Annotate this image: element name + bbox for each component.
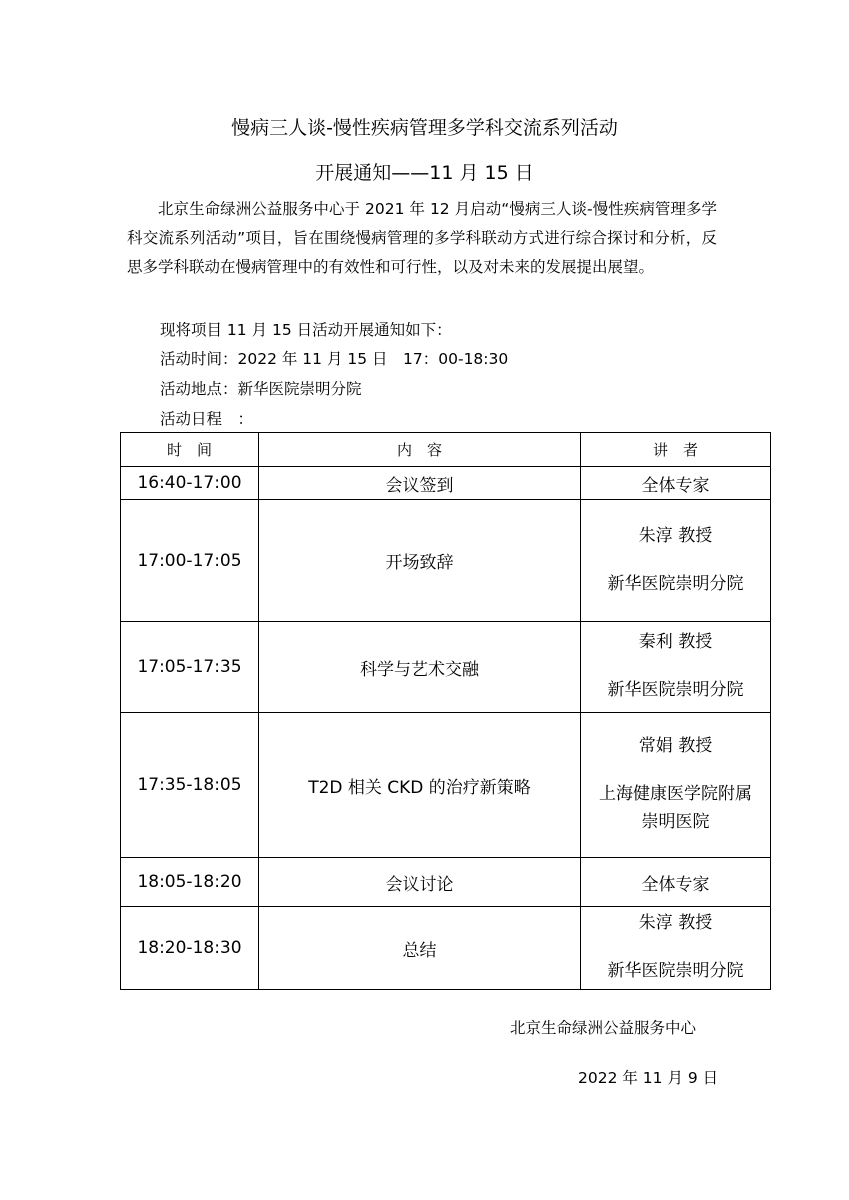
speaker-org: 新华医院崇明分院	[607, 573, 744, 594]
row-content: 会议讨论	[259, 858, 581, 907]
footer-date: 2022 年 11 月 9 日	[578, 1069, 719, 1087]
speaker-name: 秦利 教授	[638, 632, 713, 652]
speaker-name: 朱淳 教授	[638, 525, 713, 546]
row-speaker: 全体专家	[581, 467, 771, 500]
row-content: 总结	[259, 907, 581, 990]
notice-line: 现将项目 11 月 15 日活动开展通知如下：	[160, 321, 452, 339]
row-speaker-cell	[581, 907, 771, 990]
row-content: 科学与艺术交融	[259, 622, 581, 713]
header-time: 时 间	[121, 433, 259, 467]
row-speaker-cell	[581, 500, 771, 622]
event-time: 活动时间：2022 年 11 月 15 日 17：00-18:30	[160, 350, 509, 368]
speaker-name: 朱淳 教授	[638, 913, 713, 933]
row-time: 17:35-18:05	[121, 713, 259, 858]
table-row	[121, 467, 771, 500]
header-speaker: 讲 者	[581, 433, 771, 467]
speaker-org: 新华医院崇明分院	[607, 961, 744, 981]
table-row	[121, 907, 771, 990]
footer-organization: 北京生命绿洲公益服务中心	[510, 1019, 697, 1037]
row-speaker-cell	[581, 622, 771, 713]
row-time: 17:00-17:05	[121, 500, 259, 622]
speaker-org: 上海健康医学院附属崇明医院	[599, 784, 752, 832]
agenda-label: 活动日程 ：	[160, 410, 254, 428]
speaker-org: 新华医院崇明分院	[607, 680, 744, 700]
title-line-1: 慢病三人谈-慢性疾病管理多学科交流系列活动	[231, 117, 618, 139]
table-header-row	[121, 433, 771, 467]
schedule-table	[120, 432, 771, 990]
row-content: T2D 相关 CKD 的治疗新策略	[259, 713, 581, 858]
event-place: 活动地点：新华医院崇明分院	[160, 380, 362, 398]
row-time: 18:20-18:30	[121, 907, 259, 990]
table-row	[121, 858, 771, 907]
table-row	[121, 713, 771, 858]
row-content: 开场致辞	[259, 500, 581, 622]
row-speaker: 全体专家	[581, 858, 771, 907]
row-time: 16:40-17:00	[121, 467, 259, 500]
row-content: 会议签到	[259, 467, 581, 500]
header-content: 内 容	[259, 433, 581, 467]
intro-paragraph: 北京生命绿洲公益服务中心于 2021 年 12 月启动“慢病三人谈-慢性疾病管理多学科交流系列活动”项目，旨在围绕慢病管理的多学科联动方式进行综合探讨和分析，反思多学科联动在慢病管理中的有效性和可行性，以及对未来的发展提出展望。	[127, 200, 717, 276]
row-speaker-cell	[581, 713, 771, 858]
speaker-name: 常娟 教授	[638, 736, 713, 756]
row-time: 18:05-18:20	[121, 858, 259, 907]
row-time: 17:05-17:35	[121, 622, 259, 713]
title-line-2: 开展通知——11 月 15 日	[315, 162, 534, 184]
table-row	[121, 622, 771, 713]
table-row	[121, 500, 771, 622]
